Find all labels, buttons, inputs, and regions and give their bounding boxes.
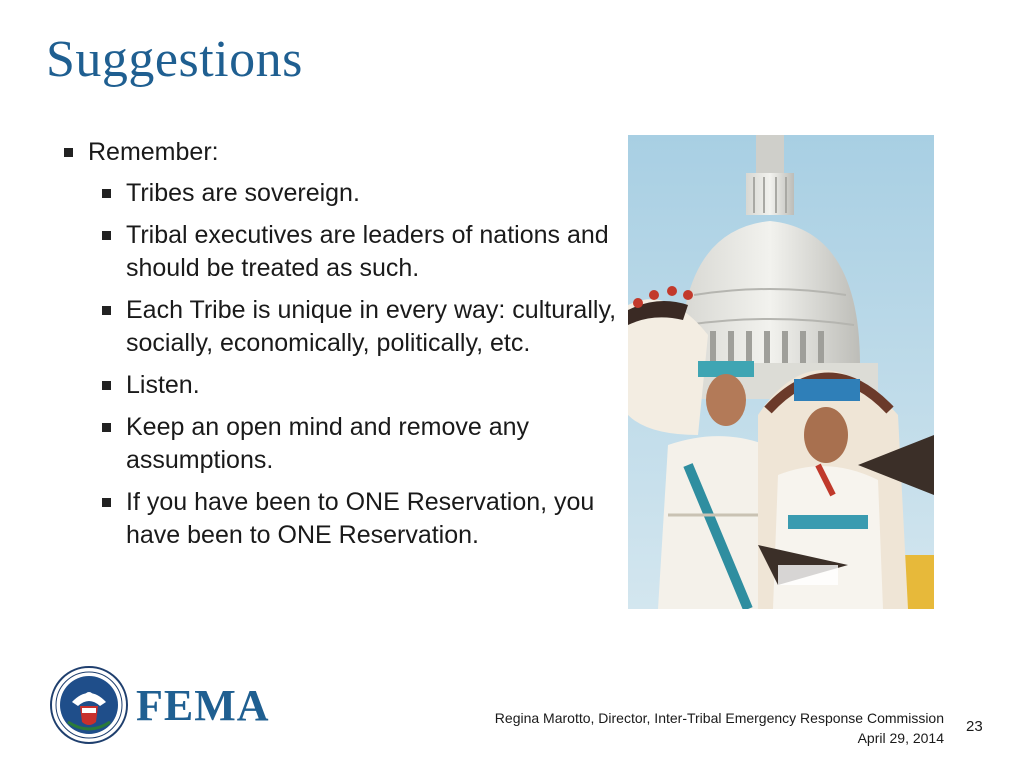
sub-bullet bbox=[98, 294, 620, 360]
sub-bullet-text: Tribal executives are leaders of nations and should be treated as such. bbox=[126, 221, 609, 282]
sub-bullet bbox=[98, 411, 620, 477]
sub-bullet bbox=[98, 369, 620, 402]
square-bullet-icon bbox=[102, 423, 111, 432]
dhs-seal-icon bbox=[50, 666, 128, 744]
square-bullet-icon bbox=[64, 148, 73, 157]
footer-credit bbox=[495, 708, 944, 748]
sub-bullet bbox=[98, 219, 620, 285]
date-line: April 29, 2014 bbox=[857, 730, 944, 746]
bullet-list bbox=[60, 136, 620, 561]
bullet-text: Remember: bbox=[88, 138, 219, 166]
sub-bullet-text: Each Tribe is unique in every way: culturally, socially, economically, politically, etc. bbox=[126, 296, 617, 357]
square-bullet-icon bbox=[102, 189, 111, 198]
square-bullet-icon bbox=[102, 306, 111, 315]
sub-bullet bbox=[98, 177, 620, 210]
square-bullet-icon bbox=[102, 498, 111, 507]
presenter-line: Regina Marotto, Director, Inter-Tribal Emergency Response Commission bbox=[494, 710, 944, 726]
fema-wordmark: FEMA bbox=[136, 681, 270, 730]
page-number: 23 bbox=[966, 718, 983, 735]
sub-bullet-text: Keep an open mind and remove any assumptions. bbox=[126, 413, 530, 474]
sub-bullet-text: Listen. bbox=[126, 371, 200, 399]
capitol-photo bbox=[628, 135, 934, 609]
slide-title: Suggestions bbox=[46, 31, 303, 88]
sub-bullet bbox=[98, 486, 620, 552]
square-bullet-icon bbox=[102, 381, 111, 390]
sub-bullet-text: Tribes are sovereign. bbox=[126, 179, 360, 207]
sub-bullet-text: If you have been to ONE Reservation, you have been to ONE Reservation. bbox=[126, 488, 595, 549]
bullet-main bbox=[60, 136, 620, 169]
square-bullet-icon bbox=[102, 231, 111, 240]
